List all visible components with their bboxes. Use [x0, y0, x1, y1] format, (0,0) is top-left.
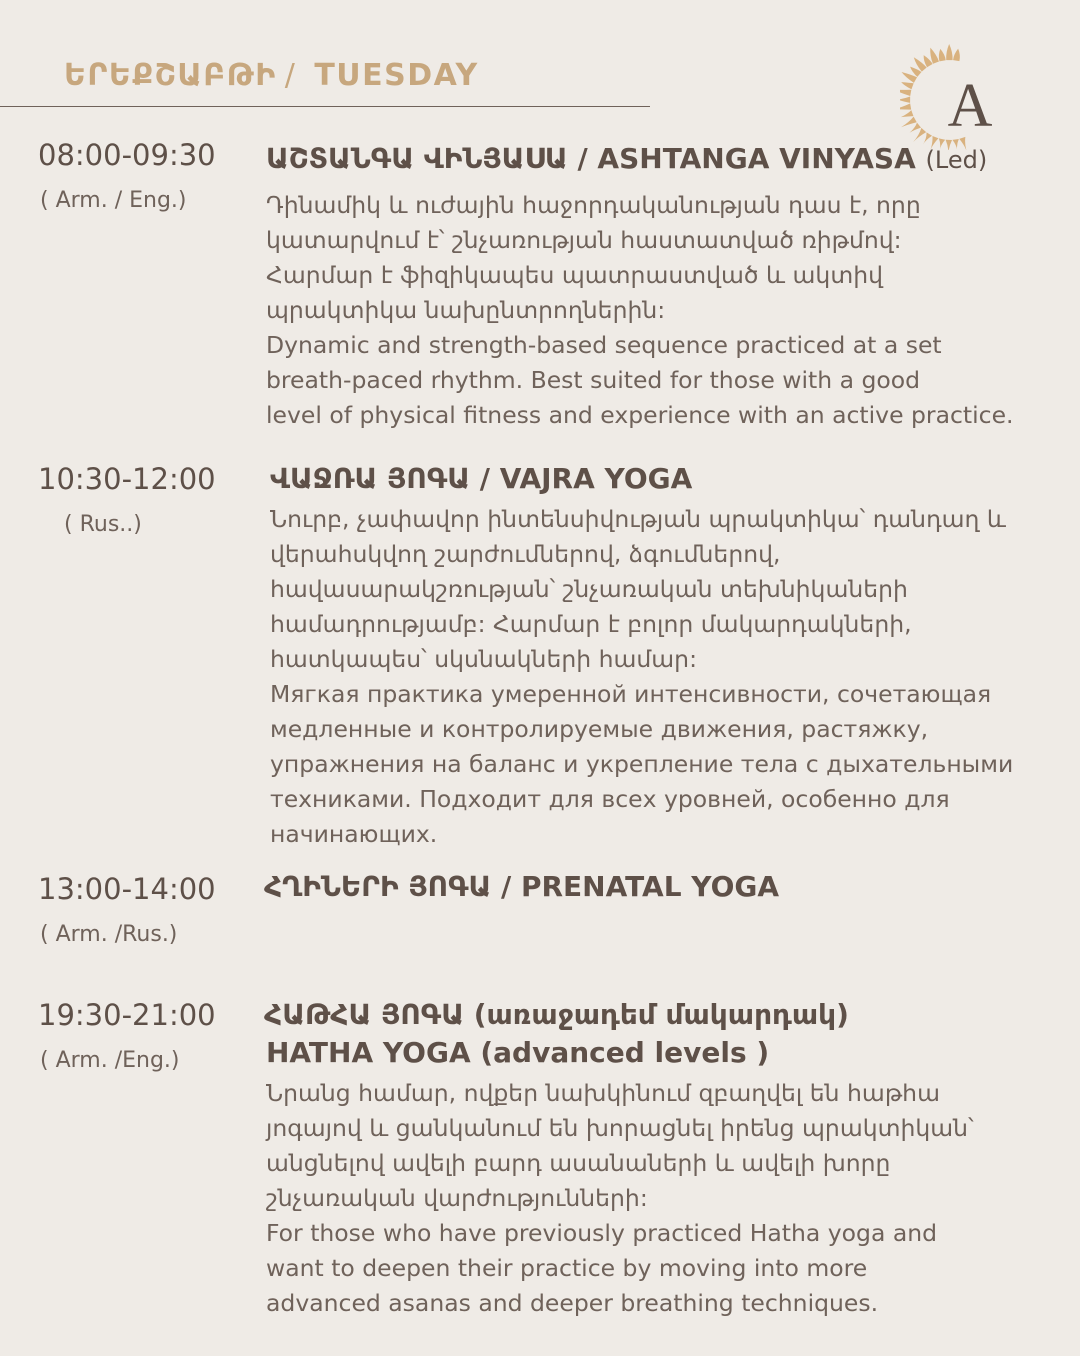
sun-moon-a-logo-icon	[900, 40, 1020, 150]
logo-sun-ray	[900, 103, 911, 109]
description-line: կատարվում է՝ շնչառության հաստատված ռիթմով:	[266, 226, 902, 254]
logo-letter: A	[947, 72, 993, 140]
logo-sun-ray	[901, 110, 914, 117]
description-line: վերահսկվող շարժումներով, ձգումներով,	[270, 540, 781, 568]
description-line: упражнения на баланс и укрепление тела с дыхательными	[270, 750, 1014, 778]
description-line: Dynamic and strength-based sequence practiced at a set	[266, 331, 942, 359]
logo-sun-ray	[910, 123, 921, 133]
description-line: Мягкая практика умеренной интенсивности, сочетающая	[270, 680, 992, 708]
description-line: want to deepen their practice by moving into more	[266, 1254, 868, 1282]
logo-sun-ray	[901, 117, 917, 128]
logo-sun-ray	[900, 90, 911, 96]
session-language: ( Arm. /Eng.)	[40, 1048, 180, 1073]
description-line: Նրանց համար, ովքեր նախկինում զբաղվել են հաթհա	[266, 1079, 940, 1107]
description-line: техниками. Подходит для всех уровней, особенно для	[270, 785, 950, 813]
logo-sun-ray	[901, 82, 913, 89]
logo-sun-ray	[953, 49, 960, 61]
description-line: պրակտիկա նախընտրողներին:	[266, 296, 666, 324]
description-line: начинающих.	[270, 820, 438, 848]
description-line: Նուրբ, չափավոր ինտենսիվության պրակտիկա՝ դանդաղ և	[270, 505, 1006, 533]
day-separator: /	[284, 58, 297, 93]
session-title: ՀՂԻՆԵՐԻ ՅՈԳԱ / PRENATAL YOGA	[264, 870, 780, 903]
session-language: ( Arm. /Rus.)	[40, 922, 178, 947]
session-language: ( Arm. / Eng.)	[40, 188, 187, 213]
logo-sun-ray	[939, 49, 946, 62]
session-description	[266, 1076, 974, 1321]
description-line: հավասարակշռության՝ շնչառական տեխնիկաների	[270, 575, 908, 603]
description-line: breath-paced rhythm. Best suited for those with a good	[266, 366, 921, 394]
description-line: For those who have previously practiced Hatha yoga and	[266, 1219, 938, 1247]
description-line: համադրությամբ: Հարմար է բոլոր մակարդակների,	[270, 610, 912, 638]
session-time: 13:00-14:00	[38, 872, 216, 906]
session-title	[266, 142, 987, 175]
logo-sun-ray	[930, 48, 939, 64]
session-title-text: ԱՇՏԱՆԳԱ ՎԻՆՅԱՍԱ / ASHTANGA VINYASA	[266, 142, 916, 175]
logo-sun-ray	[913, 128, 926, 142]
session-time: 19:30-21:00	[38, 998, 216, 1032]
description-line: անցնելով ավելի բարդ ասանաների և ավելի խորը	[266, 1149, 891, 1177]
session-title: ՀԱԹՀԱ ՅՈԳԱ (առաջադեմ մակարդակ)	[264, 998, 849, 1031]
day-header	[64, 58, 479, 93]
session-title-english: HATHA YOGA (advanced levels )	[266, 1036, 770, 1069]
description-line: շնչառական վարժությունների:	[266, 1184, 648, 1212]
description-line: level of physical fitness and experience with an active practice.	[266, 401, 1014, 429]
description-line: advanced asanas and deeper breathing techniques.	[266, 1289, 879, 1317]
description-line: Դինամիկ և ուժային հաջորդականության դաս է, որը	[266, 191, 921, 219]
logo-sun-ray	[900, 97, 910, 103]
logo-sun-ray	[946, 44, 952, 60]
session-description	[266, 188, 1014, 433]
description-line: медленные и контролируемые движения, растяжку,	[270, 715, 929, 743]
session-title-note: (Led)	[925, 146, 988, 174]
description-line: Հարմար է ֆիզիկապես պատրաստված և ակտիվ	[266, 261, 883, 289]
session-language: ( Rus..)	[64, 512, 142, 537]
session-title: ՎԱՋՌԱ ՅՈԳԱ / VAJRA YOGA	[270, 462, 693, 495]
day-name-english: TUESDAY	[314, 58, 479, 93]
session-time: 08:00-09:30	[38, 138, 216, 172]
day-name-armenian: ԵՐԵՔՇԱԲԹԻ	[64, 58, 277, 93]
header-divider	[0, 106, 650, 107]
session-time: 10:30-12:00	[38, 462, 216, 496]
description-line: հատկապես՝ սկսնակների համար:	[270, 645, 697, 673]
session-description	[270, 502, 1013, 852]
description-line: յոգայով և ցանկանում են խորացնել իրենց պրակտիկան՝	[266, 1114, 974, 1142]
